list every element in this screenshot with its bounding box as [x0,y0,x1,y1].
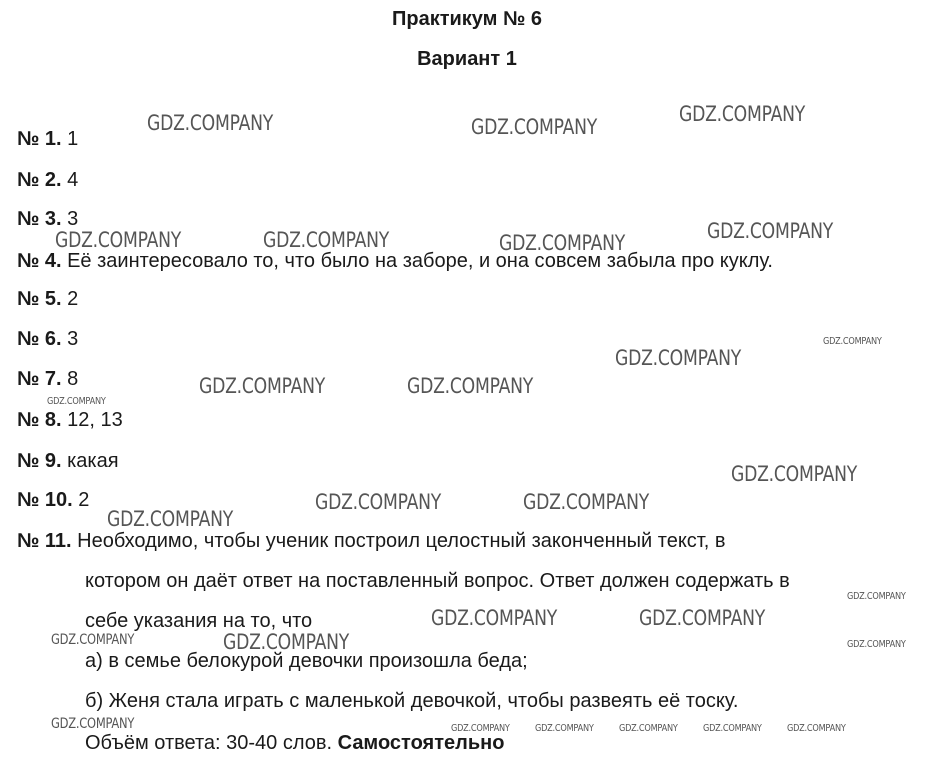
watermark: GDZ.COMPANY [619,723,678,734]
watermark: GDZ.COMPANY [431,606,558,630]
watermark: GDZ.COMPANY [263,228,390,252]
answer-text: 3 [67,328,79,350]
answer-5 [17,287,78,311]
answer-text: 8 [67,368,79,390]
answer-number: № 8. [17,409,62,431]
watermark: GDZ.COMPANY [615,346,742,370]
watermark: GDZ.COMPANY [535,723,594,734]
answer-text: 3 [67,208,79,230]
page-title: Практикум № 6 [391,8,542,30]
watermark: GDZ.COMPANY [679,102,806,126]
answer-11-point-b: б) Женя стала играть с маленькой девочкой, чтобы развеять её тоску. [85,690,739,712]
answer-11 [17,529,725,553]
answer-text: 12, 13 [67,409,123,431]
answer-9 [17,449,119,473]
watermark: GDZ.COMPANY [315,490,442,514]
answer-7 [17,367,78,391]
answer-10 [17,488,89,512]
watermark: GDZ.COMPANY [451,723,510,734]
answer-1 [17,127,78,151]
answer-text: 4 [67,169,79,191]
watermark: GDZ.COMPANY [55,228,182,252]
answer-number: № 7. [17,368,62,390]
watermark: GDZ.COMPANY [823,336,882,347]
answer-number: № 1. [17,128,62,150]
watermark: GDZ.COMPANY [707,219,834,243]
answer-number: № 4. [17,250,62,272]
answer-11-volume [85,731,504,755]
watermark: GDZ.COMPANY [731,462,858,486]
watermark: GDZ.COMPANY [787,723,846,734]
answer-text: 1 [67,128,79,150]
watermark: GDZ.COMPANY [223,630,350,654]
answer-text: 2 [67,288,79,310]
answer-text: Её заинтересовало то, что было на заборе, и она совсем забыла про куклу. [67,250,773,272]
watermark: GDZ.COMPANY [51,632,135,648]
watermark: GDZ.COMPANY [847,639,906,650]
volume-bold-text: Самостоятельно [337,732,505,754]
answer-text: какая [67,450,119,472]
answer-number: № 9. [17,450,62,472]
answer-number: № 6. [17,328,62,350]
answer-number: № 2. [17,169,62,191]
watermark: GDZ.COMPANY [523,490,650,514]
variant-title: Вариант 1 [417,48,517,70]
answer-number: № 11. [17,530,72,552]
answer-11-line-2: котором он даёт ответ на поставленный вопрос. Ответ должен содержать в [85,570,790,592]
answer-text: Необходимо, чтобы ученик построил целостный законченный текст, в [77,530,726,552]
watermark: GDZ.COMPANY [147,111,274,135]
answer-8 [17,408,123,432]
answer-11-line-3: себе указания на то, что [85,610,313,632]
watermark: GDZ.COMPANY [703,723,762,734]
watermark: GDZ.COMPANY [107,507,234,531]
answer-number: № 3. [17,208,62,230]
answer-11-point-a: а) в семье белокурой девочки произошла беда; [85,650,528,672]
watermark: GDZ.COMPANY [47,396,106,407]
watermark: GDZ.COMPANY [199,374,326,398]
answer-text: 2 [78,489,90,511]
answer-2 [17,168,78,192]
answer-number: № 10. [17,489,73,511]
volume-text: Объём ответа: 30-40 слов. [85,732,333,754]
watermark: GDZ.COMPANY [499,231,626,255]
watermark: GDZ.COMPANY [847,591,906,602]
watermark: GDZ.COMPANY [471,115,598,139]
answer-4 [17,249,773,273]
watermark: GDZ.COMPANY [407,374,534,398]
watermark: GDZ.COMPANY [51,716,135,732]
answer-6 [17,327,78,351]
answer-number: № 5. [17,288,62,310]
watermark: GDZ.COMPANY [639,606,766,630]
